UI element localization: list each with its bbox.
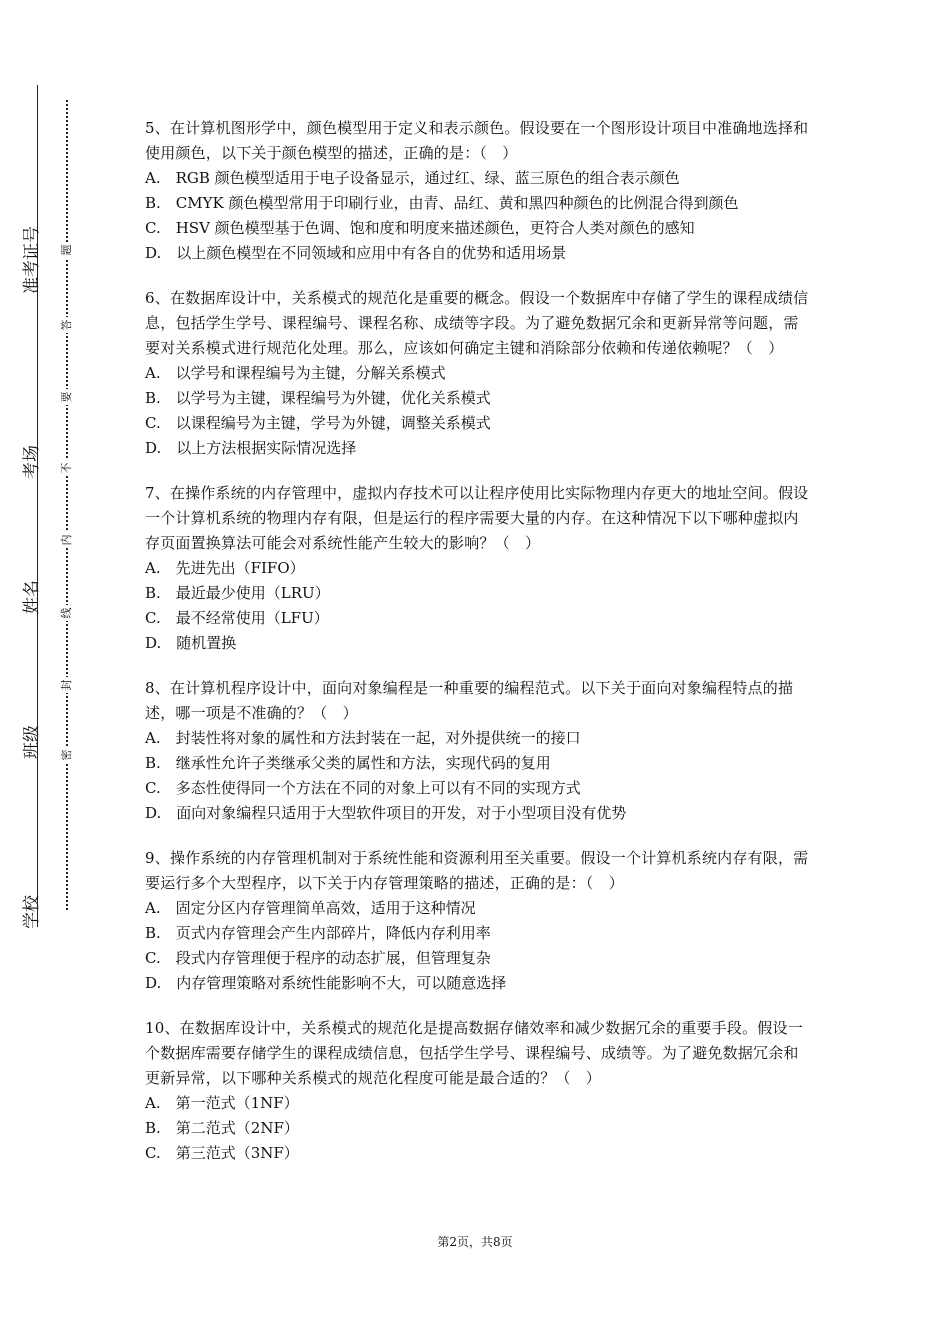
option-b: B. CMYK 颜色模型常用于印刷行业，由青、品红、黄和黑四种颜色的比例混合得到颜色: [145, 194, 739, 212]
seal-dotted-line: [66, 100, 68, 910]
option-c: C. 段式内存管理便于程序的动态扩展，但管理复杂: [145, 949, 491, 967]
option-a: A. 第一范式（1NF）: [145, 1094, 299, 1112]
question-stem: 5、在计算机图形学中，颜色模型用于定义和表示颜色。假设要在一个图形设计项目中准确地选择和使用颜色，以下关于颜色模型的描述，正确的是：（ ）: [145, 119, 809, 162]
option-a: A. 先进先出（FIFO）: [145, 559, 305, 577]
option-b: B. 最近最少使用（LRU）: [145, 584, 330, 602]
option-d: D. 以上方法根据实际情况选择: [145, 439, 357, 457]
option-b: B. 页式内存管理会产生内部碎片，降低内存利用率: [145, 924, 491, 942]
question-8: [145, 676, 810, 826]
option-d: D. 以上颜色模型在不同领域和应用中有各自的优势和适用场景: [145, 244, 567, 262]
question-list: [145, 116, 810, 1186]
question-7: [145, 481, 810, 656]
question-9: [145, 846, 810, 996]
option-c: C. 最不经常使用（LFU）: [145, 609, 329, 627]
option-b: B. 以学号为主键，课程编号为外键，优化关系模式: [145, 389, 491, 407]
option-d: D. 内存管理策略对系统性能影响不大，可以随意选择: [145, 974, 507, 992]
option-a: A. 封装性将对象的属性和方法封装在一起，对外提供统一的接口: [145, 729, 581, 747]
question-stem: 8、在计算机程序设计中，面向对象编程是一种重要的编程范式。以下关于面向对象编程特点的描述，哪一项是不准确的？（ ）: [145, 679, 794, 722]
question-stem: 10、在数据库设计中，关系模式的规范化是提高数据存储效率和减少数据冗余的重要手段。假设一个数据库需要存储学生的课程成绩信息，包括学生学号、课程编号、成绩等。为了避免数据冗余和更新异常，以下哪种关系模式的规范化程度可能是最合适的？（ ）: [145, 1019, 803, 1087]
option-c: C. 以课程编号为主键，学号为外键，调整关系模式: [145, 414, 491, 432]
page-number: 第2页，共8页: [437, 1235, 513, 1249]
seal-char: 不: [59, 460, 75, 476]
option-b: B. 继承性允许子类继承父类的属性和方法，实现代码的复用: [145, 754, 551, 772]
seal-char: 要: [59, 389, 75, 405]
seal-char: 题: [59, 242, 75, 258]
option-b: B. 第二范式（2NF）: [145, 1119, 299, 1137]
option-c: C. 多态性使得同一个方法在不同的对象上可以有不同的实现方式: [145, 779, 581, 797]
question-stem: 9、操作系统的内存管理机制对于系统性能和资源利用至关重要。假设一个计算机系统内存有限，需要运行多个大型程序，以下关于内存管理策略的描述，正确的是：（ ）: [145, 849, 809, 892]
question-10: [145, 1016, 810, 1166]
class-label: 班级: [22, 725, 42, 759]
question-5: [145, 116, 810, 266]
question-stem: 7、在操作系统的内存管理中，虚拟内存技术可以让程序使用比实际物理内存更大的地址空间。假设一个计算机系统的物理内存有限，但是运行的程序需要大量的内存。在这种情况下以下哪种虚拟内存页面置换算法可能会对系统性能产生较大的影响？（ ）: [145, 484, 809, 552]
seal-char: 密: [59, 747, 75, 763]
option-c: C. 第三范式（3NF）: [145, 1144, 299, 1162]
option-d: D. 面向对象编程只适用于大型软件项目的开发，对于小型项目没有优势: [145, 804, 627, 822]
question-stem: 6、在数据库设计中，关系模式的规范化是重要的概念。假设一个数据库中存储了学生的课程成绩信息，包括学生学号、课程编号、课程名称、成绩等字段。为了避免数据冗余和更新异常等问题，需要对关系模式进行规范化处理。那么，应该如何确定主键和消除部分依赖和传递依赖呢？（ ）: [145, 289, 809, 357]
seal-char: 答: [59, 317, 75, 333]
binding-solid-line: [37, 85, 38, 927]
exam-id-label: 准考证号: [22, 226, 42, 294]
name-label: 姓名: [22, 580, 42, 614]
question-6: [145, 286, 810, 461]
seal-char: 内: [59, 532, 75, 548]
school-label: 学校: [22, 895, 42, 929]
seal-char: 封: [59, 677, 75, 693]
option-c: C. HSV 颜色模型基于色调、饱和度和明度来描述颜色，更符合人类对颜色的感知: [145, 219, 695, 237]
option-a: A. 以学号和课程编号为主键，分解关系模式: [145, 364, 446, 382]
option-d: D. 随机置换: [145, 634, 237, 652]
option-a: A. RGB 颜色模型适用于电子设备显示，通过红、绿、蓝三原色的组合表示颜色: [145, 169, 680, 187]
binding-margin: [0, 0, 73, 1344]
seal-char: 线: [59, 605, 75, 621]
option-a: A. 固定分区内存管理简单高效，适用于这种情况: [145, 899, 476, 917]
exam-room-label: 考场: [22, 445, 42, 479]
